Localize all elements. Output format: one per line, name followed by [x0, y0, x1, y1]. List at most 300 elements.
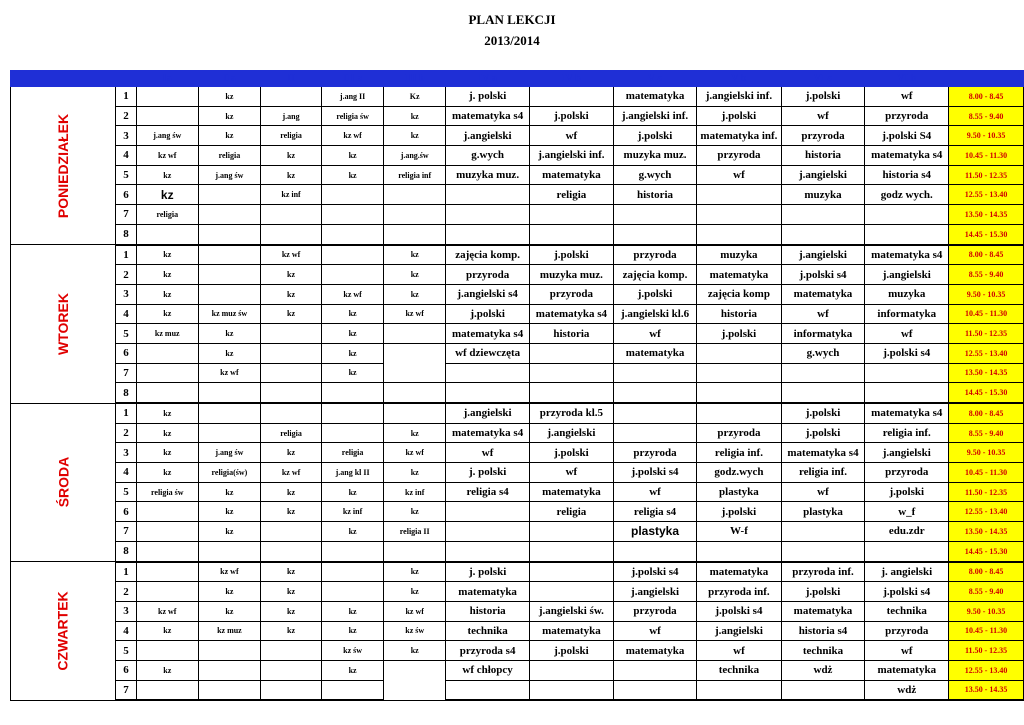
lesson-cell — [613, 680, 696, 700]
lesson-cell: kz — [136, 403, 198, 423]
lesson-cell: j.ang kl II — [322, 463, 384, 483]
lesson-time: 14.45 - 15.30 — [949, 383, 1024, 403]
lesson-cell: j.angielski — [697, 621, 781, 641]
lesson-cell: j.angielski — [446, 126, 530, 146]
lesson-cell: g.wych — [781, 343, 865, 363]
lesson-cell: matematyka s4 — [446, 423, 530, 443]
lesson-number: 7 — [116, 522, 137, 542]
table-row — [11, 522, 1024, 542]
lesson-cell: religia inf. — [865, 423, 949, 443]
table-row — [11, 245, 1024, 265]
lesson-time: 9.50 - 10.35 — [949, 443, 1024, 463]
class-header: V b — [697, 71, 781, 87]
lesson-cell: kz wf — [136, 146, 198, 166]
lesson-cell: j.polski S4 — [865, 126, 949, 146]
lesson-time: 11.50 - 12.35 — [949, 482, 1024, 502]
lesson-cell — [136, 224, 198, 244]
table-row — [11, 541, 1024, 561]
lesson-cell — [781, 522, 865, 542]
lesson-cell: kz — [261, 443, 322, 463]
header-blank — [11, 71, 116, 87]
lesson-cell: przyroda — [446, 265, 530, 285]
lesson-cell — [136, 363, 198, 383]
class-header: VI b — [865, 71, 949, 87]
lesson-cell: g.wych — [446, 146, 530, 166]
lesson-number: 6 — [116, 502, 137, 522]
lesson-cell — [530, 383, 614, 403]
lesson-cell: kz — [384, 582, 446, 602]
lesson-cell — [384, 541, 446, 561]
lesson-time: 9.50 - 10.35 — [949, 601, 1024, 621]
lesson-cell — [446, 205, 530, 225]
lesson-cell — [261, 522, 322, 542]
lesson-number: 6 — [116, 185, 137, 205]
lesson-cell: wf — [865, 324, 949, 344]
table-row — [11, 265, 1024, 285]
lesson-time: 11.50 - 12.35 — [949, 324, 1024, 344]
lesson-cell: kz — [136, 185, 198, 205]
class-header: IV a — [446, 71, 530, 87]
lesson-number: 8 — [116, 541, 137, 561]
lesson-cell — [613, 363, 696, 383]
lesson-cell: matematyka s4 — [446, 106, 530, 126]
table-row — [11, 146, 1024, 166]
lesson-cell: matematyka — [697, 562, 781, 582]
lesson-cell — [198, 403, 260, 423]
table-row — [11, 284, 1024, 304]
lesson-cell: wf — [613, 482, 696, 502]
lesson-cell: j.angielski — [530, 423, 614, 443]
lesson-cell — [198, 383, 260, 403]
lesson-cell: historia — [613, 185, 696, 205]
lesson-cell — [781, 363, 865, 383]
lesson-cell: j.polski — [781, 582, 865, 602]
lesson-time: 10.45 - 11.30 — [949, 146, 1024, 166]
lesson-cell: j.polski s4 — [613, 463, 696, 483]
lesson-cell: religia s4 — [613, 502, 696, 522]
lesson-cell: muzyka muz. — [530, 265, 614, 285]
lesson-cell: kz — [322, 660, 384, 680]
table-row — [11, 601, 1024, 621]
lesson-time: 9.50 - 10.35 — [949, 126, 1024, 146]
lesson-number: 3 — [116, 601, 137, 621]
table-row — [11, 403, 1024, 423]
lesson-cell: kz — [136, 463, 198, 483]
lesson-time: 10.45 - 11.30 — [949, 621, 1024, 641]
lesson-time: 13.50 - 14.35 — [949, 522, 1024, 542]
lesson-cell: matematyka — [697, 265, 781, 285]
lesson-cell: W-f — [697, 522, 781, 542]
lesson-cell: kz — [322, 324, 384, 344]
class-header: III a — [322, 71, 384, 87]
lesson-cell: j.ang św — [198, 443, 260, 463]
lesson-cell: w_f — [865, 502, 949, 522]
lesson-cell: religia św — [322, 106, 384, 126]
lesson-cell: technika — [781, 641, 865, 661]
lesson-cell: kz — [322, 363, 384, 383]
lesson-cell: matematyka — [865, 660, 949, 680]
lesson-cell — [613, 403, 696, 423]
lesson-cell: kz — [136, 284, 198, 304]
lesson-cell: kz — [136, 245, 198, 265]
lesson-cell — [446, 541, 530, 561]
lesson-time: 8.00 - 8.45 — [949, 245, 1024, 265]
lesson-cell: j.polski s4 — [697, 601, 781, 621]
lesson-cell: religia — [261, 126, 322, 146]
day-name: PONIEDZIAŁEK — [55, 113, 72, 218]
lesson-cell — [384, 383, 446, 403]
day-label — [11, 87, 116, 245]
lesson-cell: zajęcia komp — [697, 284, 781, 304]
lesson-cell: kz wf — [322, 284, 384, 304]
lesson-cell: j.angielski inf. — [613, 106, 696, 126]
lesson-time: 8.55 - 9.40 — [949, 423, 1024, 443]
lesson-cell: kz — [136, 265, 198, 285]
lesson-cell — [198, 541, 260, 561]
lesson-cell: matematyka — [613, 87, 696, 107]
lesson-cell: j.polski — [446, 304, 530, 324]
lesson-cell: wf — [446, 443, 530, 463]
lesson-cell — [384, 205, 446, 225]
lesson-cell: j. polski — [446, 463, 530, 483]
table-row — [11, 502, 1024, 522]
lesson-cell — [865, 383, 949, 403]
lesson-number: 3 — [116, 443, 137, 463]
lesson-cell: kz wf — [384, 304, 446, 324]
lesson-cell: kz — [322, 621, 384, 641]
lesson-cell — [198, 265, 260, 285]
lesson-cell: kz — [198, 582, 260, 602]
lesson-cell: j.polski — [697, 106, 781, 126]
lesson-cell: kz wf — [136, 601, 198, 621]
lesson-cell: historia s4 — [865, 165, 949, 185]
day-name: ŚRODA — [55, 456, 72, 508]
lesson-cell: kz — [261, 165, 322, 185]
lesson-cell: plastyka — [613, 522, 696, 542]
lesson-cell — [198, 205, 260, 225]
lesson-cell: kz — [322, 482, 384, 502]
lesson-number: 2 — [116, 582, 137, 602]
lesson-cell: przyroda — [865, 463, 949, 483]
lesson-cell — [697, 680, 781, 700]
lesson-cell: przyroda — [865, 621, 949, 641]
lesson-number: 4 — [116, 463, 137, 483]
lesson-cell: technika — [865, 601, 949, 621]
lesson-cell — [261, 205, 322, 225]
lesson-cell: kz — [322, 601, 384, 621]
lesson-cell: j.angielski kl.6 — [613, 304, 696, 324]
lesson-cell — [446, 680, 530, 700]
table-row — [11, 641, 1024, 661]
lesson-cell: muzyka — [781, 185, 865, 205]
table-row — [11, 423, 1024, 443]
lesson-cell: technika — [697, 660, 781, 680]
class-header: III b — [384, 71, 446, 87]
day-label — [11, 403, 116, 562]
lesson-time: 11.50 - 12.35 — [949, 165, 1024, 185]
lesson-cell: kz — [384, 245, 446, 265]
lesson-number: 5 — [116, 641, 137, 661]
lesson-number: 7 — [116, 205, 137, 225]
lesson-cell: muzyka muz. — [613, 146, 696, 166]
lesson-cell — [261, 343, 322, 363]
lesson-cell: matematyka — [530, 482, 614, 502]
lesson-cell — [781, 541, 865, 561]
lesson-cell: religia — [530, 502, 614, 522]
table-row — [11, 106, 1024, 126]
lesson-cell: religia II — [384, 522, 446, 542]
lesson-cell — [198, 423, 260, 443]
lesson-cell: kz — [136, 165, 198, 185]
lesson-cell — [322, 245, 384, 265]
lesson-cell: j.angielski inf. — [530, 146, 614, 166]
lesson-cell — [198, 185, 260, 205]
table-row — [11, 224, 1024, 244]
lesson-cell — [781, 224, 865, 244]
lesson-cell: kz wf — [384, 601, 446, 621]
lesson-cell — [136, 106, 198, 126]
lesson-cell: j.ang św — [136, 126, 198, 146]
lesson-number: 8 — [116, 224, 137, 244]
lesson-time: 12.55 - 13.40 — [949, 502, 1024, 522]
lesson-cell: kz — [261, 284, 322, 304]
lesson-cell — [530, 224, 614, 244]
lesson-cell: religia — [198, 146, 260, 166]
lesson-cell: j.polski — [530, 443, 614, 463]
lesson-cell — [384, 660, 446, 700]
lesson-cell: kz — [261, 146, 322, 166]
lesson-cell — [613, 423, 696, 443]
lesson-cell — [530, 205, 614, 225]
lesson-cell — [446, 502, 530, 522]
lesson-time: 12.55 - 13.40 — [949, 185, 1024, 205]
lesson-cell: kz wf — [384, 443, 446, 463]
lesson-cell — [781, 205, 865, 225]
lesson-cell: kz — [261, 621, 322, 641]
lesson-number: 2 — [116, 423, 137, 443]
lesson-cell — [322, 582, 384, 602]
lesson-cell: matematyka s4 — [865, 403, 949, 423]
table-row — [11, 87, 1024, 107]
lesson-cell — [261, 541, 322, 561]
lesson-cell: wf dziewczęta — [446, 343, 530, 363]
lesson-cell — [613, 541, 696, 561]
lesson-cell: j.angielski inf. — [697, 87, 781, 107]
lesson-cell: j.polski — [613, 126, 696, 146]
lesson-cell: kz wf — [322, 126, 384, 146]
class-header: II — [261, 71, 322, 87]
lesson-cell: kz — [198, 87, 260, 107]
lesson-cell — [322, 224, 384, 244]
lesson-cell: religia s4 — [446, 482, 530, 502]
lesson-time: 9.50 - 10.35 — [949, 284, 1024, 304]
lesson-time: 12.55 - 13.40 — [949, 343, 1024, 363]
lesson-cell: j. angielski — [865, 562, 949, 582]
lesson-cell: j.polski s4 — [865, 582, 949, 602]
lesson-cell — [261, 87, 322, 107]
lesson-number: 6 — [116, 343, 137, 363]
lesson-cell — [697, 403, 781, 423]
lesson-number: 6 — [116, 660, 137, 680]
lesson-number: 5 — [116, 482, 137, 502]
lesson-cell: przyroda — [613, 443, 696, 463]
lesson-cell: kz — [384, 562, 446, 582]
lesson-cell — [322, 541, 384, 561]
lesson-cell: j. polski — [446, 87, 530, 107]
lesson-cell: kz — [384, 463, 446, 483]
lesson-cell: kz — [198, 343, 260, 363]
lesson-cell — [136, 502, 198, 522]
lesson-cell: wf — [781, 304, 865, 324]
lesson-cell: matematyka — [530, 165, 614, 185]
lesson-cell — [261, 363, 322, 383]
lesson-cell — [697, 205, 781, 225]
lesson-cell: j.angielski — [446, 403, 530, 423]
lesson-cell: wdż — [865, 680, 949, 700]
lesson-cell: wf — [697, 641, 781, 661]
lesson-cell: matematyka — [613, 641, 696, 661]
lesson-cell — [530, 363, 614, 383]
lesson-cell: j.angielski s4 — [446, 284, 530, 304]
lesson-number: 8 — [116, 383, 137, 403]
lesson-cell — [136, 641, 198, 661]
lesson-cell — [384, 324, 446, 344]
lesson-cell: muzyka — [865, 284, 949, 304]
lesson-cell: j.angielski — [781, 245, 865, 265]
lesson-cell: kz inf — [322, 502, 384, 522]
lesson-cell: historia — [530, 324, 614, 344]
lesson-cell — [697, 541, 781, 561]
lesson-cell: edu.zdr — [865, 522, 949, 542]
lesson-cell: godz.wych — [697, 463, 781, 483]
lesson-cell: j. polski — [446, 562, 530, 582]
lesson-time: 14.45 - 15.30 — [949, 224, 1024, 244]
lesson-cell: kz — [261, 482, 322, 502]
lesson-time: 10.45 - 11.30 — [949, 304, 1024, 324]
lesson-cell: kz — [136, 621, 198, 641]
table-row — [11, 482, 1024, 502]
lesson-cell: kz — [322, 146, 384, 166]
lesson-cell: kz — [136, 443, 198, 463]
lesson-cell — [697, 224, 781, 244]
lesson-cell: kz inf — [261, 185, 322, 205]
lesson-cell — [446, 224, 530, 244]
lesson-cell: przyroda — [697, 146, 781, 166]
lesson-cell — [136, 541, 198, 561]
lesson-cell — [198, 641, 260, 661]
lesson-cell: matematyka — [446, 582, 530, 602]
lesson-cell: zajęcia komp. — [446, 245, 530, 265]
lesson-cell: kz — [384, 423, 446, 443]
lesson-cell: informatyka — [781, 324, 865, 344]
lesson-cell: matematyka s4 — [530, 304, 614, 324]
lesson-cell — [530, 541, 614, 561]
lesson-cell — [530, 522, 614, 542]
lesson-cell — [136, 87, 198, 107]
lesson-cell: Kz — [384, 87, 446, 107]
lesson-number: 1 — [116, 403, 137, 423]
lesson-cell — [261, 224, 322, 244]
lesson-cell: wdż — [781, 660, 865, 680]
day-label — [11, 245, 116, 404]
lesson-cell: j.angielski — [865, 443, 949, 463]
lesson-cell: kz — [384, 106, 446, 126]
lesson-cell: wf — [530, 126, 614, 146]
lesson-cell: wf — [781, 482, 865, 502]
lesson-cell — [530, 87, 614, 107]
lesson-cell: plastyka — [697, 482, 781, 502]
lesson-cell — [446, 383, 530, 403]
lesson-number: 3 — [116, 284, 137, 304]
lesson-number: 5 — [116, 324, 137, 344]
lesson-cell: wf — [613, 324, 696, 344]
lesson-cell: j.polski s4 — [865, 343, 949, 363]
lesson-cell — [261, 383, 322, 403]
lesson-cell: wf — [697, 165, 781, 185]
lesson-cell: matematyka s4 — [865, 245, 949, 265]
lesson-cell: kz — [198, 324, 260, 344]
lesson-cell: kz — [322, 304, 384, 324]
lesson-cell: wf — [865, 87, 949, 107]
lesson-cell: j.ang — [261, 106, 322, 126]
lesson-cell: przyroda inf. — [781, 562, 865, 582]
lesson-cell — [384, 343, 446, 382]
lesson-cell: religia — [322, 443, 384, 463]
header-row — [11, 71, 1024, 87]
lesson-cell: kz św — [384, 621, 446, 641]
class-header: Ia — [136, 71, 198, 87]
lesson-cell: przyroda — [865, 106, 949, 126]
lesson-cell — [261, 641, 322, 661]
lesson-cell: j.polski — [865, 482, 949, 502]
class-header: IV b — [530, 71, 614, 87]
lesson-cell — [261, 680, 322, 700]
lesson-cell: j.angielski — [865, 265, 949, 285]
lesson-cell — [530, 582, 614, 602]
lesson-cell: j.polski — [697, 502, 781, 522]
lesson-cell — [446, 363, 530, 383]
lesson-cell: kz wf — [198, 363, 260, 383]
table-row — [11, 660, 1024, 680]
lesson-cell: j.ang św — [198, 165, 260, 185]
lesson-cell: religia(św) — [198, 463, 260, 483]
header-blank — [949, 71, 1024, 87]
day-label — [11, 562, 116, 701]
table-row — [11, 126, 1024, 146]
lesson-cell: przyroda — [613, 601, 696, 621]
lesson-cell: j.polski — [697, 324, 781, 344]
header-blank — [116, 71, 137, 87]
table-row — [11, 304, 1024, 324]
lesson-cell — [322, 562, 384, 582]
lesson-cell: przyroda inf. — [697, 582, 781, 602]
lesson-cell — [322, 423, 384, 443]
table-row — [11, 165, 1024, 185]
lesson-cell — [446, 185, 530, 205]
lesson-cell: kz — [261, 265, 322, 285]
lesson-cell — [865, 224, 949, 244]
lesson-cell: kz wf — [261, 463, 322, 483]
lesson-cell: kz — [261, 304, 322, 324]
lesson-cell: historia — [697, 304, 781, 324]
lesson-cell: religia św — [136, 482, 198, 502]
lesson-time: 8.00 - 8.45 — [949, 403, 1024, 423]
lesson-number: 7 — [116, 363, 137, 383]
lesson-cell — [136, 383, 198, 403]
lesson-cell: kz wf — [198, 562, 260, 582]
day-name: CZWARTEK — [55, 591, 72, 671]
lesson-cell: kz — [322, 522, 384, 542]
